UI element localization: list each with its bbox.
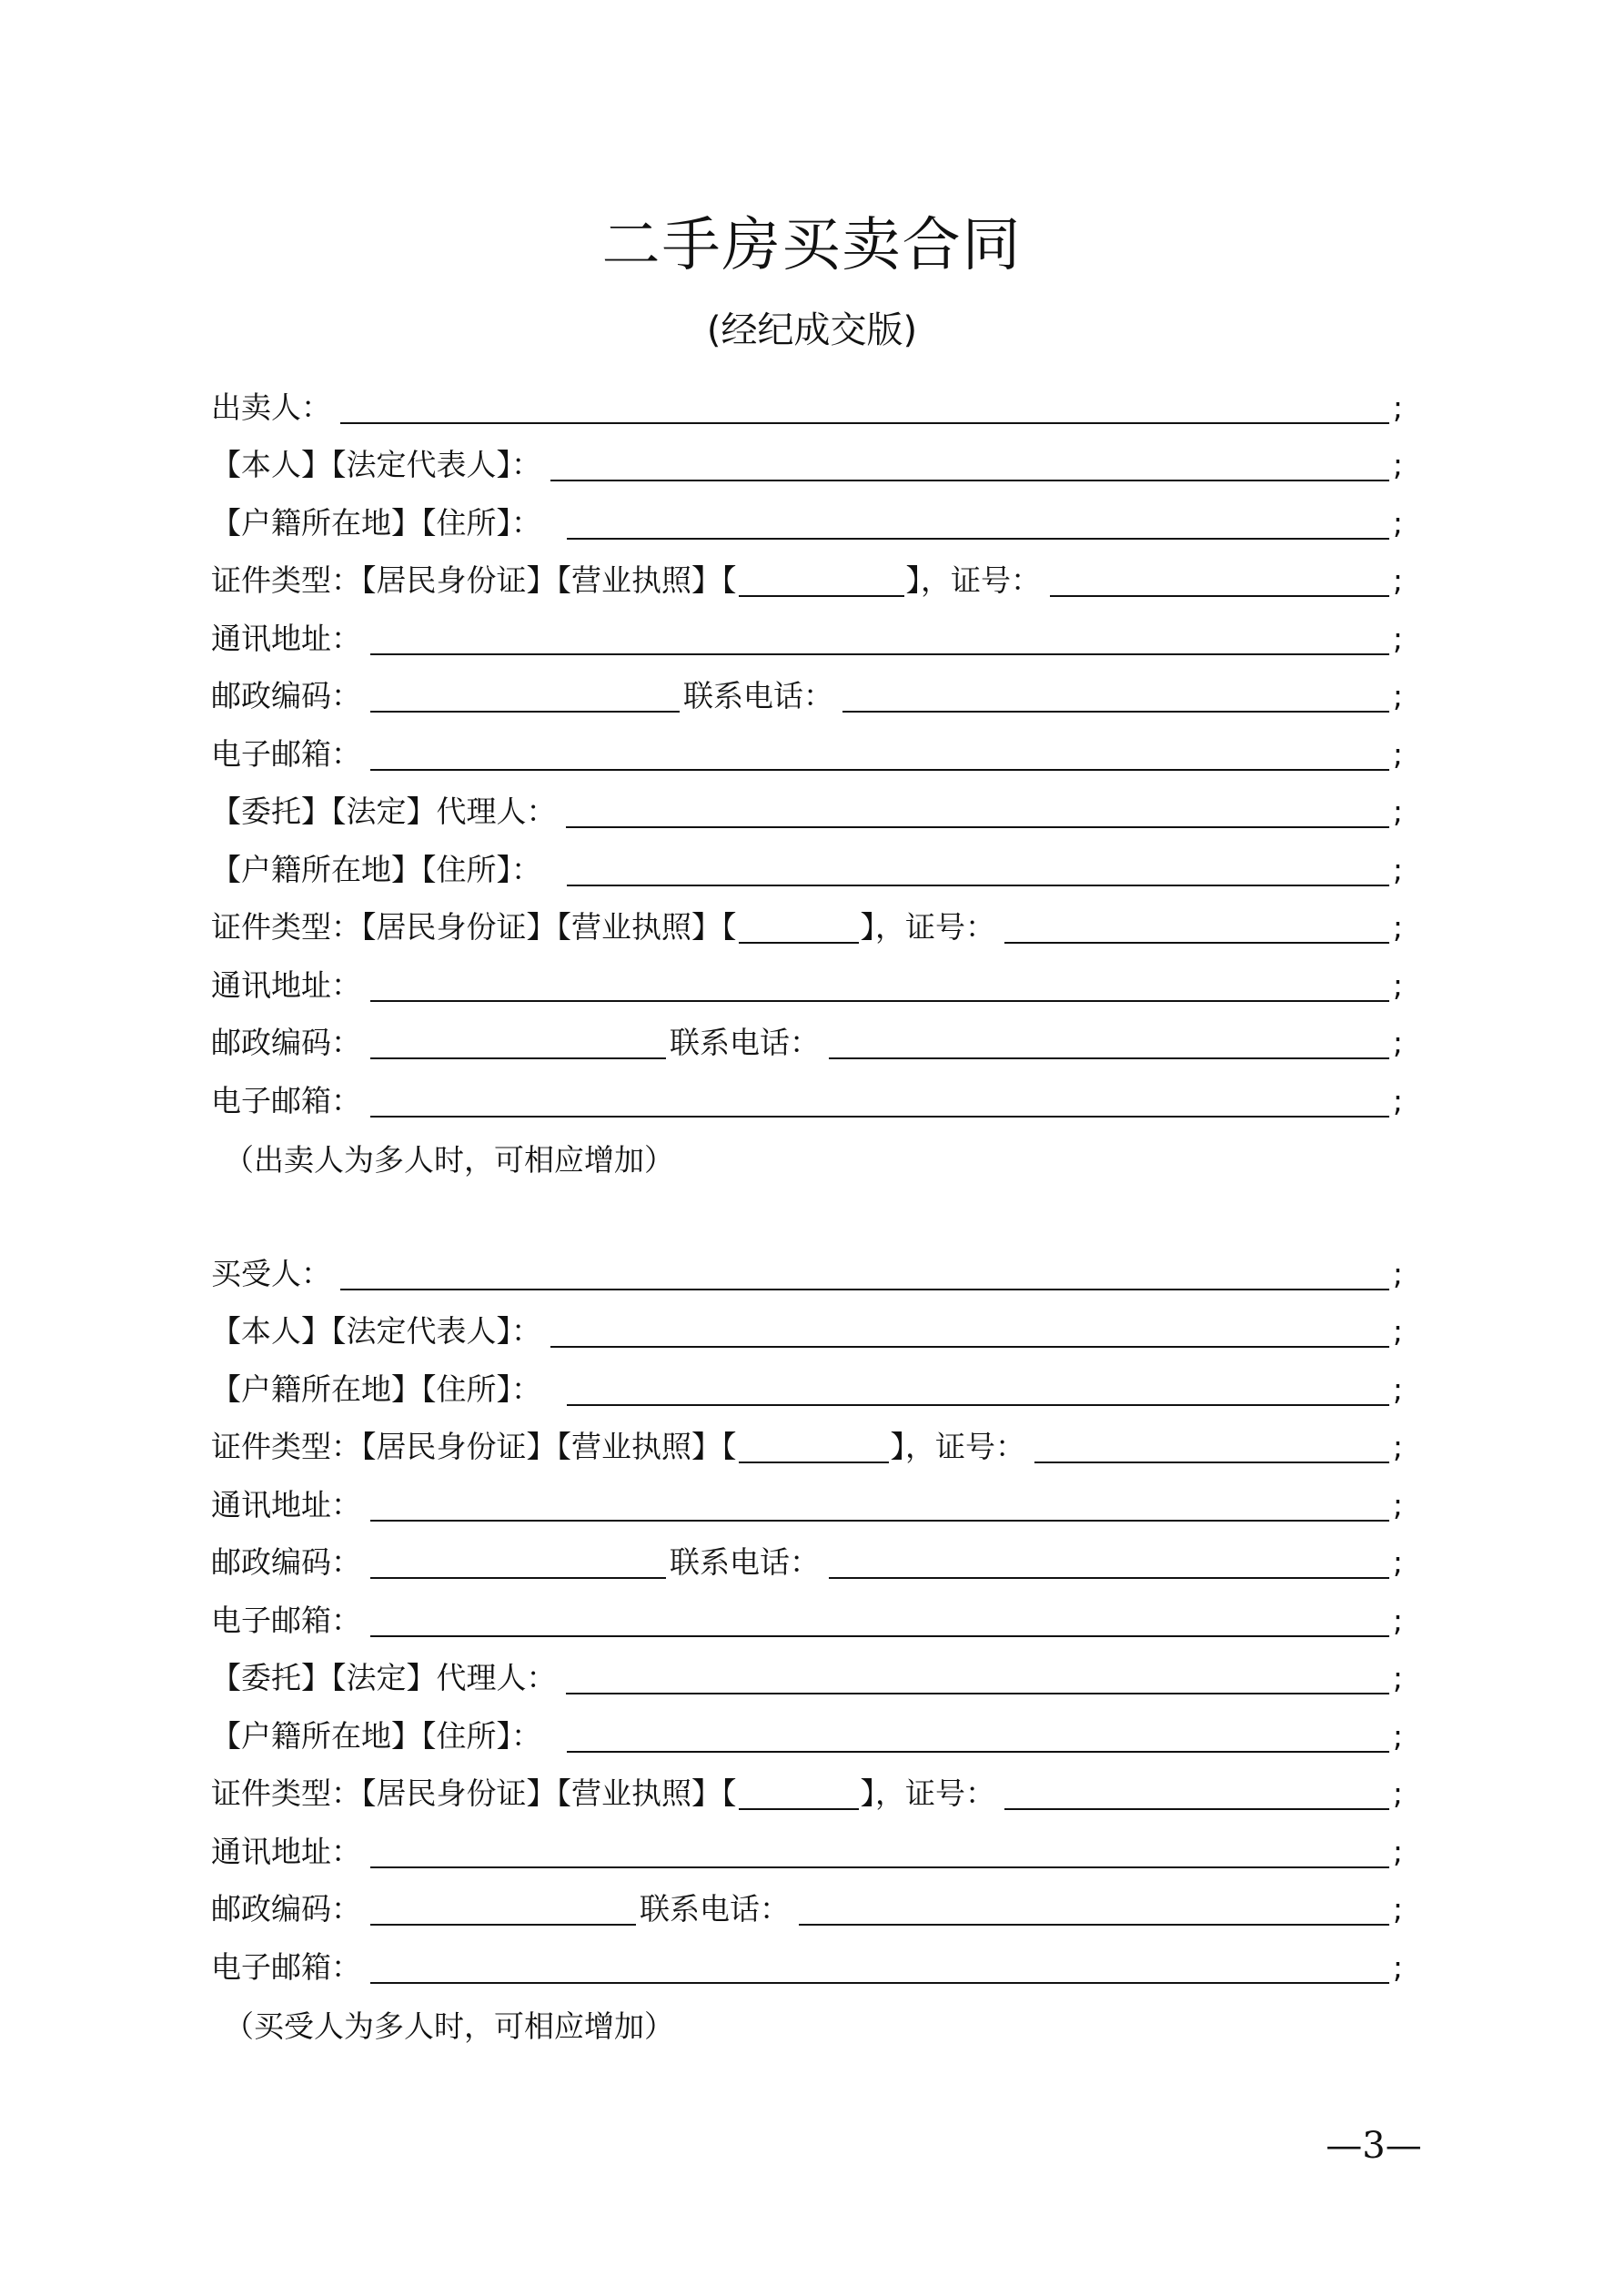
buyer-email-row (211, 1586, 1403, 1644)
buyer-id-number-field[interactable] (1034, 1425, 1389, 1463)
semicolon: ; (1392, 735, 1403, 772)
semicolon: ; (1392, 1775, 1403, 1811)
buyer-agent-domicile-field[interactable] (567, 1714, 1389, 1753)
seller-agent-row (211, 778, 1403, 836)
buyer-id-type-other-field[interactable] (739, 1425, 889, 1463)
seller-domicile-field[interactable] (567, 501, 1389, 540)
seller-name-field[interactable] (340, 386, 1389, 424)
buyer-note: （买受人为多人时，可相应增加） (224, 2008, 674, 2044)
buyer-agent-address-label: 通讯地址： (211, 1833, 361, 1869)
semicolon: ; (1392, 1717, 1403, 1754)
seller-agent-email-label: 电子邮箱： (211, 1082, 361, 1118)
buyer-rep-row (211, 1298, 1403, 1356)
buyer-email-field[interactable] (370, 1599, 1389, 1637)
buyer-agent-domicile-row (211, 1702, 1403, 1760)
buyer-agent-field[interactable] (566, 1656, 1389, 1694)
semicolon: ; (1392, 504, 1403, 541)
seller-address-row (211, 604, 1403, 663)
buyer-agent-email-label: 电子邮箱： (211, 1948, 361, 1985)
buyer-id-type-label: 证件类型：【居民身份证】【营业执照】【 (211, 1429, 737, 1464)
semicolon: ; (1392, 1486, 1403, 1522)
seller-agent-id-number-field[interactable] (1004, 905, 1389, 944)
buyer-address-row (211, 1471, 1403, 1529)
buyer-id-number-label: 】，证号： (890, 1429, 1025, 1464)
seller-agent-postcode-field[interactable] (370, 1021, 666, 1059)
buyer-agent-phone-label: 联系电话： (640, 1891, 790, 1927)
semicolon: ; (1392, 1313, 1403, 1349)
semicolon: ; (1392, 1544, 1403, 1580)
semicolon: ; (1392, 1833, 1403, 1869)
seller-agent-id-number-label: 】，证号： (860, 909, 995, 945)
buyer-domicile-field[interactable] (567, 1368, 1389, 1406)
seller-agent-email-row (211, 1067, 1403, 1125)
seller-agent-postcode-label: 邮政编码： (211, 1025, 361, 1060)
seller-name-label: 出卖人： (211, 389, 331, 425)
seller-rep-row (211, 431, 1403, 490)
seller-id-number-label: 】，证号： (905, 562, 1041, 598)
buyer-phone-field[interactable] (829, 1541, 1389, 1579)
semicolon: ; (1392, 678, 1403, 713)
seller-agent-domicile-label: 【户籍所在地】【住所】： (211, 851, 541, 887)
buyer-email-label: 电子邮箱： (211, 1602, 361, 1638)
seller-agent-phone-label: 联系电话： (670, 1025, 820, 1060)
seller-email-row (211, 720, 1403, 778)
seller-agent-email-field[interactable] (370, 1079, 1389, 1118)
buyer-agent-postcode-field[interactable] (370, 1887, 636, 1926)
seller-agent-domicile-row (211, 835, 1403, 894)
seller-agent-domicile-field[interactable] (567, 848, 1389, 886)
buyer-section (211, 1239, 1403, 2048)
buyer-agent-id-number-label: 】，证号： (860, 1775, 995, 1811)
buyer-rep-field[interactable] (550, 1310, 1389, 1348)
buyer-address-field[interactable] (370, 1483, 1389, 1522)
buyer-phone-label: 联系电话： (670, 1544, 820, 1580)
seller-postcode-field[interactable] (370, 674, 680, 713)
seller-id-type-other-field[interactable] (739, 559, 904, 597)
buyer-name-row (211, 1239, 1403, 1298)
buyer-agent-phone-field[interactable] (799, 1887, 1389, 1926)
semicolon: ; (1392, 909, 1403, 945)
buyer-agent-postcode-phone-row (211, 1876, 1403, 1934)
buyer-agent-address-row (211, 1817, 1403, 1876)
buyer-agent-row (211, 1644, 1403, 1703)
buyer-domicile-row (211, 1355, 1403, 1413)
buyer-name-field[interactable] (340, 1252, 1389, 1290)
seller-name-row (211, 373, 1403, 431)
seller-note: （出卖人为多人时，可相应增加） (224, 1142, 674, 1178)
semicolon: ; (1392, 562, 1403, 598)
buyer-postcode-label: 邮政编码： (211, 1544, 361, 1580)
seller-agent-id-row (211, 894, 1403, 952)
seller-section (211, 373, 1403, 1182)
semicolon: ; (1392, 389, 1403, 425)
seller-agent-postcode-phone-row (211, 1009, 1403, 1067)
buyer-postcode-field[interactable] (370, 1541, 666, 1579)
buyer-agent-email-field[interactable] (370, 1946, 1389, 1984)
seller-agent-label: 【委托】【法定】代理人： (211, 794, 557, 829)
semicolon: ; (1392, 1948, 1403, 1985)
semicolon: ; (1392, 1602, 1403, 1638)
buyer-address-label: 通讯地址： (211, 1486, 361, 1522)
semicolon: ; (1392, 620, 1403, 656)
seller-id-row (211, 547, 1403, 605)
seller-postcode-label: 邮政编码： (211, 678, 361, 713)
semicolon: ; (1392, 1891, 1403, 1927)
semicolon: ; (1392, 1025, 1403, 1060)
buyer-agent-email-row (211, 1933, 1403, 1991)
seller-agent-phone-field[interactable] (829, 1021, 1389, 1059)
seller-agent-id-type-label: 证件类型：【居民身份证】【营业执照】【 (211, 909, 737, 945)
seller-phone-label: 联系电话： (683, 678, 833, 713)
buyer-agent-id-row (211, 1760, 1403, 1818)
seller-agent-field[interactable] (566, 790, 1389, 828)
seller-address-field[interactable] (370, 617, 1389, 655)
semicolon: ; (1392, 1660, 1403, 1695)
page-number: —3— (1326, 2125, 1422, 2167)
seller-agent-address-row (211, 951, 1403, 1009)
buyer-rep-label: 【本人】【法定代表人】： (211, 1313, 541, 1349)
buyer-domicile-label: 【户籍所在地】【住所】： (211, 1371, 541, 1407)
document-subtitle: (经纪成交版) (706, 309, 918, 351)
semicolon: ; (1392, 447, 1403, 482)
seller-postcode-phone-row (211, 663, 1403, 721)
buyer-agent-id-number-field[interactable] (1004, 1772, 1389, 1810)
semicolon: ; (1392, 1082, 1403, 1118)
buyer-id-row (211, 1413, 1403, 1472)
buyer-agent-id-type-other-field[interactable] (739, 1772, 859, 1810)
seller-id-type-label: 证件类型：【居民身份证】【营业执照】【 (211, 562, 737, 598)
seller-address-label: 通讯地址： (211, 620, 361, 656)
seller-domicile-label: 【户籍所在地】【住所】： (211, 504, 541, 541)
buyer-name-label: 买受人： (211, 1255, 331, 1291)
seller-rep-field[interactable] (550, 443, 1389, 481)
buyer-agent-label: 【委托】【法定】代理人： (211, 1660, 557, 1695)
document-title: 二手房买卖合同 (601, 212, 1023, 279)
seller-phone-field[interactable] (842, 674, 1389, 713)
seller-id-number-field[interactable] (1050, 559, 1389, 597)
buyer-agent-postcode-label: 邮政编码： (211, 1891, 361, 1927)
semicolon: ; (1392, 1371, 1403, 1407)
seller-domicile-row (211, 489, 1403, 547)
seller-rep-label: 【本人】【法定代表人】： (211, 447, 541, 482)
seller-email-label: 电子邮箱： (211, 735, 361, 772)
buyer-agent-domicile-label: 【户籍所在地】【住所】： (211, 1717, 541, 1754)
semicolon: ; (1392, 1429, 1403, 1464)
semicolon: ; (1392, 966, 1403, 1003)
seller-agent-id-type-other-field[interactable] (739, 905, 859, 944)
buyer-agent-address-field[interactable] (370, 1830, 1389, 1868)
semicolon: ; (1392, 851, 1403, 887)
buyer-postcode-phone-row (211, 1529, 1403, 1587)
semicolon: ; (1392, 1255, 1403, 1291)
seller-agent-address-field[interactable] (370, 964, 1389, 1002)
seller-email-field[interactable] (370, 733, 1389, 771)
semicolon: ; (1392, 794, 1403, 829)
buyer-agent-id-type-label: 证件类型：【居民身份证】【营业执照】【 (211, 1775, 737, 1811)
seller-agent-address-label: 通讯地址： (211, 966, 361, 1003)
